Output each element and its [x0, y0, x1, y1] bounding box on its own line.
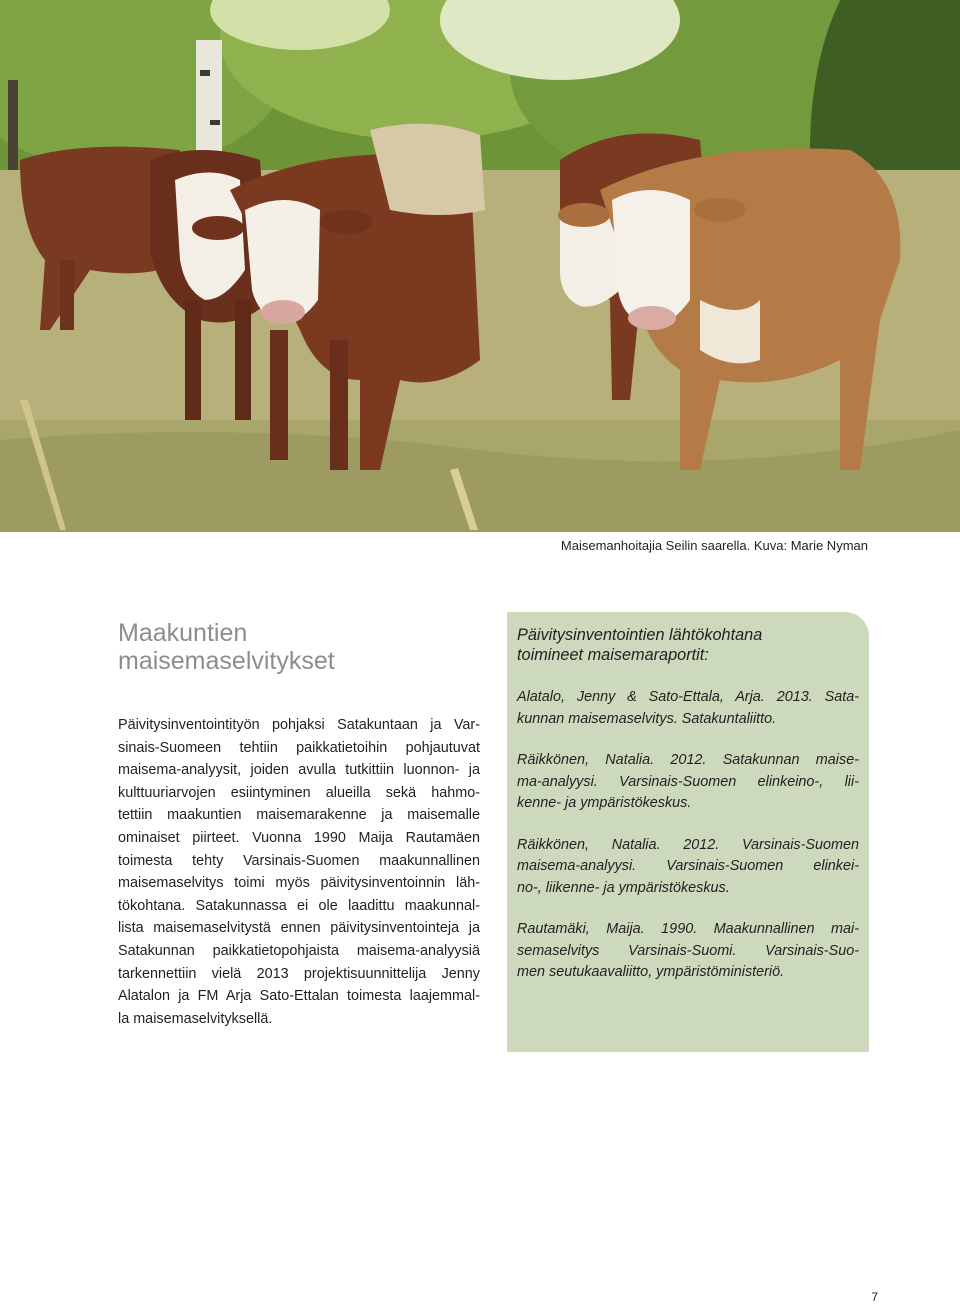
cattle-illustration: [0, 0, 960, 532]
body-line: kulttuuriarvojen esiintyminen alueilla sekä hahmo-: [118, 784, 480, 801]
reference-line: semaselvitys Varsinais-Suomi. Varsinais-Suo-: [517, 942, 859, 959]
body-line: ominaiset piirteet. Vuonna 1990 Maija Rautamäen: [118, 829, 480, 846]
references-title-line-1: Päivitysinventointien lähtökohtana: [517, 626, 763, 644]
body-line: tarkennettiin vielä 2013 projektisuunnittelija Jenny: [118, 965, 480, 982]
body-line: Satakunnan paikkatietopohjaista maisema-analyysiä: [118, 942, 480, 959]
body-line: tökohtana. Satakunnassa ei ole laadittu maakunnal-: [118, 897, 480, 914]
body-line: toimesta tehty Varsinais-Suomen maakunnallinen: [118, 852, 480, 869]
photo-caption: Maisemanhoitajia Seilin saarella. Kuva: Marie Nyman: [560, 538, 868, 553]
body-line: tettiin maakuntien maisemarakenne ja maisemalle: [118, 807, 480, 824]
reference-line: Räikkönen, Natalia. 2012. Satakunnan maise-: [517, 752, 859, 768]
reference-line: Räikkönen, Natalia. 2012. Varsinais-Suomen: [517, 836, 859, 853]
references-title: [517, 626, 859, 665]
page-number: 7: [871, 1290, 878, 1304]
body-line: maisemaselvitys toimi myös päivitysinventoinnin läh-: [118, 875, 480, 892]
title-line-2: maisemaselvitykset: [118, 647, 335, 675]
reference-line: Rautamäki, Maija. 1990. Maakunnallinen mai-: [517, 921, 859, 937]
body-line: sinais-Suomeen tehtiin paikkatietoihin pohjautuvat: [118, 739, 480, 756]
reference-line: men seutukaavaliitto, ympäristöministeriö.: [517, 964, 785, 980]
reference-line: Alatalo, Jenny & Sato-Ettala, Arja. 2013. Sata-: [517, 689, 859, 705]
title-line-1: Maakuntien: [118, 619, 248, 647]
reference-line: kunnan maisemaselvitys. Satakuntaliitto.: [517, 710, 777, 727]
references-title-line-2: toimineet maisemaraportit:: [517, 645, 709, 664]
body-line: la maisemaselvityksellä.: [118, 1010, 273, 1027]
references-box: [507, 612, 869, 1052]
body-line: Alatalon ja FM Arja Sato-Ettalan toimesta laajemmal-: [118, 988, 480, 1005]
body-line: Päivitysinventointityön pohjaksi Satakuntaan ja Var-: [118, 717, 480, 733]
body-line: maisema-analyysit, joiden avulla tutkittiin luonnon- ja: [118, 762, 480, 779]
page-title: [118, 619, 478, 675]
cattle-photo: [0, 0, 960, 532]
reference-item: [517, 750, 859, 815]
reference-item: [517, 687, 859, 730]
body-line: lista maisemaselvitystä ennen päivitysinventointeja ja: [118, 920, 480, 937]
reference-line: maisema-analyysi. Varsinais-Suomen elinkei-: [517, 858, 859, 874]
reference-item: [517, 835, 859, 900]
reference-item: [517, 919, 859, 984]
reference-line: ma-analyysi. Varsinais-Suomen elinkeino-, lii-: [517, 773, 859, 790]
article-body: [118, 714, 480, 1030]
reference-line: no-, liikenne- ja ympäristökeskus.: [517, 879, 730, 896]
reference-line: kenne- ja ympäristökeskus.: [517, 795, 692, 811]
